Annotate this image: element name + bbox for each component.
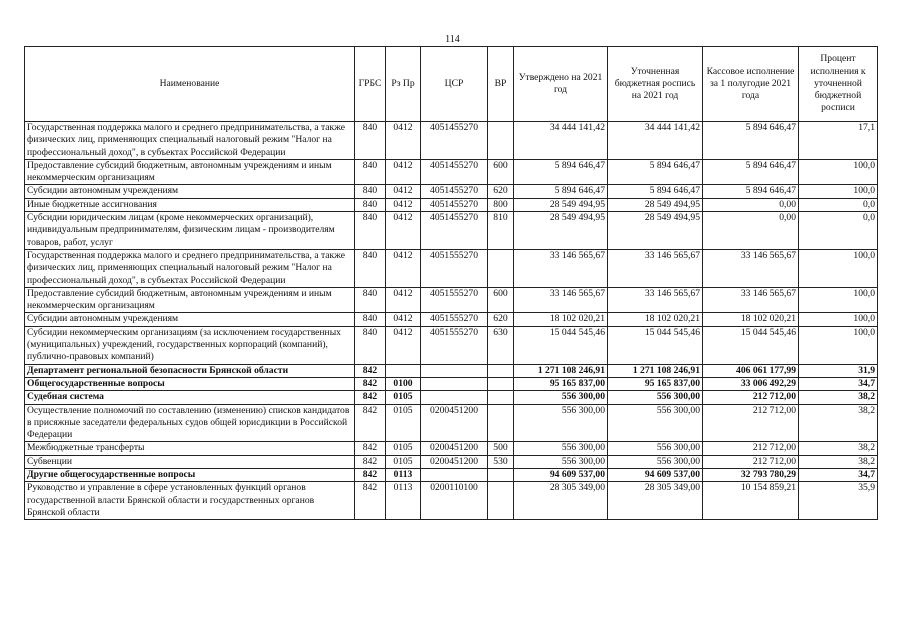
cell-rzpr: 0113 bbox=[386, 469, 421, 482]
cell-cash: 33 146 565,67 bbox=[703, 249, 799, 287]
cell-name: Другие общегосударственные вопросы bbox=[25, 469, 355, 482]
cell-cash: 5 894 646,47 bbox=[703, 159, 799, 185]
cell-name: Субсидии автономным учреждениям bbox=[25, 313, 355, 326]
cell-rzpr: 0412 bbox=[386, 212, 421, 250]
cell-refined: 15 044 545,46 bbox=[608, 326, 703, 364]
cell-rzpr: 0105 bbox=[386, 455, 421, 468]
table-row bbox=[25, 122, 878, 160]
cell-cash: 212 712,00 bbox=[703, 404, 799, 442]
cell-grbs: 842 bbox=[355, 469, 386, 482]
cell-csr: 0200451200 bbox=[421, 455, 488, 468]
cell-percent: 38,2 bbox=[799, 404, 878, 442]
header-approved: Утверждено на 2021 год bbox=[514, 47, 608, 122]
cell-approved: 33 146 565,67 bbox=[514, 249, 608, 287]
cell-vr bbox=[488, 122, 514, 160]
cell-grbs: 842 bbox=[355, 364, 386, 377]
cell-cash: 212 712,00 bbox=[703, 391, 799, 404]
cell-name: Судебная система bbox=[25, 391, 355, 404]
cell-refined: 28 549 494,95 bbox=[608, 198, 703, 211]
cell-rzpr: 0412 bbox=[386, 287, 421, 313]
cell-approved: 1 271 108 246,91 bbox=[514, 364, 608, 377]
cell-name: Субвенции bbox=[25, 455, 355, 468]
cell-cash: 5 894 646,47 bbox=[703, 185, 799, 198]
cell-approved: 18 102 020,21 bbox=[514, 313, 608, 326]
cell-cash: 18 102 020,21 bbox=[703, 313, 799, 326]
cell-name: Государственная поддержка малого и среднего предпринимательства, а также физических лиц, применяющих специальный налоговый режим "Налог на профессиональный доход", в субъектах Российской Федерации bbox=[25, 249, 355, 287]
header-percent: Процент исполнения к уточненной бюджетной росписи bbox=[799, 47, 878, 122]
cell-grbs: 840 bbox=[355, 212, 386, 250]
table-row bbox=[25, 198, 878, 211]
cell-grbs: 840 bbox=[355, 198, 386, 211]
cell-cash: 406 061 177,99 bbox=[703, 364, 799, 377]
cell-refined: 94 609 537,00 bbox=[608, 469, 703, 482]
cell-refined: 95 165 837,00 bbox=[608, 377, 703, 390]
cell-name: Субсидии автономным учреждениям bbox=[25, 185, 355, 198]
cell-rzpr: 0412 bbox=[386, 249, 421, 287]
cell-rzpr: 0412 bbox=[386, 159, 421, 185]
cell-vr bbox=[488, 391, 514, 404]
page-number: 114 bbox=[445, 34, 460, 45]
cell-percent: 100,0 bbox=[799, 185, 878, 198]
cell-refined: 33 146 565,67 bbox=[608, 249, 703, 287]
cell-csr: 4051555270 bbox=[421, 249, 488, 287]
cell-approved: 556 300,00 bbox=[514, 391, 608, 404]
header-grbs: ГРБС bbox=[355, 47, 386, 122]
cell-csr: 4051555270 bbox=[421, 326, 488, 364]
budget-table bbox=[24, 46, 878, 520]
cell-percent: 38,2 bbox=[799, 442, 878, 455]
cell-percent: 35,9 bbox=[799, 482, 878, 520]
cell-vr: 800 bbox=[488, 198, 514, 211]
table-row bbox=[25, 482, 878, 520]
cell-csr: 4051455270 bbox=[421, 185, 488, 198]
cell-refined: 556 300,00 bbox=[608, 455, 703, 468]
cell-refined: 28 549 494,95 bbox=[608, 212, 703, 250]
cell-name: Предоставление субсидий бюджетным, автономным учреждениям и иным некоммерческим организациям bbox=[25, 159, 355, 185]
table-row bbox=[25, 185, 878, 198]
cell-grbs: 842 bbox=[355, 377, 386, 390]
cell-percent: 100,0 bbox=[799, 249, 878, 287]
cell-grbs: 842 bbox=[355, 482, 386, 520]
cell-refined: 18 102 020,21 bbox=[608, 313, 703, 326]
header-row bbox=[25, 47, 878, 122]
cell-grbs: 842 bbox=[355, 442, 386, 455]
cell-percent: 38,2 bbox=[799, 391, 878, 404]
cell-approved: 15 044 545,46 bbox=[514, 326, 608, 364]
cell-approved: 28 305 349,00 bbox=[514, 482, 608, 520]
cell-rzpr: 0412 bbox=[386, 122, 421, 160]
cell-csr: 0200451200 bbox=[421, 404, 488, 442]
cell-refined: 5 894 646,47 bbox=[608, 185, 703, 198]
table-row bbox=[25, 391, 878, 404]
cell-percent: 38,2 bbox=[799, 455, 878, 468]
cell-cash: 0,00 bbox=[703, 212, 799, 250]
cell-approved: 5 894 646,47 bbox=[514, 185, 608, 198]
cell-rzpr: 0412 bbox=[386, 198, 421, 211]
table-row bbox=[25, 377, 878, 390]
cell-refined: 556 300,00 bbox=[608, 404, 703, 442]
header-refined: Уточненная бюджетная роспись на 2021 год bbox=[608, 47, 703, 122]
cell-rzpr: 0100 bbox=[386, 377, 421, 390]
cell-approved: 94 609 537,00 bbox=[514, 469, 608, 482]
cell-percent: 0,0 bbox=[799, 198, 878, 211]
cell-csr bbox=[421, 364, 488, 377]
cell-name: Общегосударственные вопросы bbox=[25, 377, 355, 390]
cell-cash: 33 006 492,29 bbox=[703, 377, 799, 390]
table-row bbox=[25, 326, 878, 364]
cell-percent: 31,9 bbox=[799, 364, 878, 377]
cell-grbs: 840 bbox=[355, 159, 386, 185]
cell-approved: 556 300,00 bbox=[514, 455, 608, 468]
cell-name: Межбюджетные трансферты bbox=[25, 442, 355, 455]
cell-grbs: 842 bbox=[355, 391, 386, 404]
cell-approved: 28 549 494,95 bbox=[514, 198, 608, 211]
table-row bbox=[25, 404, 878, 442]
cell-approved: 5 894 646,47 bbox=[514, 159, 608, 185]
cell-vr: 620 bbox=[488, 313, 514, 326]
cell-vr bbox=[488, 482, 514, 520]
cell-vr bbox=[488, 249, 514, 287]
cell-rzpr: 0113 bbox=[386, 482, 421, 520]
cell-rzpr: 0105 bbox=[386, 404, 421, 442]
table-row bbox=[25, 212, 878, 250]
cell-rzpr: 0105 bbox=[386, 442, 421, 455]
cell-name: Государственная поддержка малого и среднего предпринимательства, а также физических лиц, применяющих специальный налоговый режим "Налог на профессиональный доход", в субъектах Российской Федерации bbox=[25, 122, 355, 160]
header-name: Наименование bbox=[25, 47, 355, 122]
cell-approved: 556 300,00 bbox=[514, 404, 608, 442]
cell-csr: 4051455270 bbox=[421, 212, 488, 250]
table-row bbox=[25, 313, 878, 326]
cell-cash: 10 154 859,21 bbox=[703, 482, 799, 520]
cell-approved: 28 549 494,95 bbox=[514, 212, 608, 250]
cell-name: Субсидии юридическим лицам (кроме некоммерческих организаций), индивидуальным предпринимателям, физическим лицам - производителям товаров, работ, услуг bbox=[25, 212, 355, 250]
table-row bbox=[25, 442, 878, 455]
cell-refined: 33 146 565,67 bbox=[608, 287, 703, 313]
cell-percent: 100,0 bbox=[799, 313, 878, 326]
cell-rzpr bbox=[386, 364, 421, 377]
cell-cash: 33 146 565,67 bbox=[703, 287, 799, 313]
cell-csr: 4051555270 bbox=[421, 287, 488, 313]
cell-vr: 600 bbox=[488, 159, 514, 185]
cell-approved: 95 165 837,00 bbox=[514, 377, 608, 390]
cell-grbs: 840 bbox=[355, 185, 386, 198]
cell-percent: 34,7 bbox=[799, 377, 878, 390]
table-body bbox=[25, 122, 878, 520]
header-csr: ЦСР bbox=[421, 47, 488, 122]
table-row bbox=[25, 287, 878, 313]
cell-name: Предоставление субсидий бюджетным, автономным учреждениям и иным некоммерческим организациям bbox=[25, 287, 355, 313]
cell-refined: 34 444 141,42 bbox=[608, 122, 703, 160]
cell-rzpr: 0412 bbox=[386, 313, 421, 326]
table-row bbox=[25, 249, 878, 287]
cell-grbs: 842 bbox=[355, 404, 386, 442]
cell-approved: 556 300,00 bbox=[514, 442, 608, 455]
cell-percent: 34,7 bbox=[799, 469, 878, 482]
cell-vr bbox=[488, 377, 514, 390]
cell-name: Руководство и управление в сфере установленных функций органов государственной власти Брянской области и государственных органов Брянской области bbox=[25, 482, 355, 520]
cell-cash: 5 894 646,47 bbox=[703, 122, 799, 160]
header-rzpr: Рз Пр bbox=[386, 47, 421, 122]
cell-percent: 100,0 bbox=[799, 159, 878, 185]
cell-grbs: 840 bbox=[355, 287, 386, 313]
table-row bbox=[25, 159, 878, 185]
cell-name: Департамент региональной безопасности Брянской области bbox=[25, 364, 355, 377]
cell-grbs: 840 bbox=[355, 326, 386, 364]
cell-csr bbox=[421, 469, 488, 482]
cell-refined: 556 300,00 bbox=[608, 442, 703, 455]
cell-csr bbox=[421, 377, 488, 390]
cell-vr: 600 bbox=[488, 287, 514, 313]
cell-grbs: 842 bbox=[355, 455, 386, 468]
cell-refined: 28 305 349,00 bbox=[608, 482, 703, 520]
cell-grbs: 840 bbox=[355, 249, 386, 287]
cell-rzpr: 0412 bbox=[386, 185, 421, 198]
cell-name: Субсидии некоммерческим организациям (за исключением государственных (муниципальных) учреждений, государственных корпораций (компаний), публично-правовых компаний) bbox=[25, 326, 355, 364]
cell-percent: 17,1 bbox=[799, 122, 878, 160]
cell-vr: 620 bbox=[488, 185, 514, 198]
cell-vr bbox=[488, 469, 514, 482]
cell-grbs: 840 bbox=[355, 122, 386, 160]
cell-cash: 212 712,00 bbox=[703, 455, 799, 468]
cell-vr: 530 bbox=[488, 455, 514, 468]
cell-csr: 0200110100 bbox=[421, 482, 488, 520]
table-row bbox=[25, 364, 878, 377]
cell-cash: 32 793 780,29 bbox=[703, 469, 799, 482]
cell-cash: 15 044 545,46 bbox=[703, 326, 799, 364]
cell-approved: 34 444 141,42 bbox=[514, 122, 608, 160]
cell-cash: 212 712,00 bbox=[703, 442, 799, 455]
cell-approved: 33 146 565,67 bbox=[514, 287, 608, 313]
cell-vr: 810 bbox=[488, 212, 514, 250]
cell-refined: 5 894 646,47 bbox=[608, 159, 703, 185]
cell-grbs: 840 bbox=[355, 313, 386, 326]
header-vr: ВР bbox=[488, 47, 514, 122]
cell-refined: 556 300,00 bbox=[608, 391, 703, 404]
table-row bbox=[25, 455, 878, 468]
cell-vr: 630 bbox=[488, 326, 514, 364]
cell-name: Иные бюджетные ассигнования bbox=[25, 198, 355, 211]
cell-csr: 4051555270 bbox=[421, 313, 488, 326]
header-cash: Кассовое исполнение за 1 полугодие 2021 года bbox=[703, 47, 799, 122]
cell-rzpr: 0412 bbox=[386, 326, 421, 364]
table-row bbox=[25, 469, 878, 482]
cell-csr: 4051455270 bbox=[421, 198, 488, 211]
cell-vr bbox=[488, 364, 514, 377]
cell-csr: 4051455270 bbox=[421, 122, 488, 160]
cell-vr: 500 bbox=[488, 442, 514, 455]
cell-cash: 0,00 bbox=[703, 198, 799, 211]
cell-name: Осуществление полномочий по составлению (изменению) списков кандидатов в присяжные заседатели федеральных судов общей юрисдикции в Российской Федерации bbox=[25, 404, 355, 442]
cell-percent: 0,0 bbox=[799, 212, 878, 250]
cell-vr bbox=[488, 404, 514, 442]
cell-csr: 0200451200 bbox=[421, 442, 488, 455]
cell-refined: 1 271 108 246,91 bbox=[608, 364, 703, 377]
cell-rzpr: 0105 bbox=[386, 391, 421, 404]
cell-percent: 100,0 bbox=[799, 326, 878, 364]
cell-csr bbox=[421, 391, 488, 404]
cell-percent: 100,0 bbox=[799, 287, 878, 313]
cell-csr: 4051455270 bbox=[421, 159, 488, 185]
